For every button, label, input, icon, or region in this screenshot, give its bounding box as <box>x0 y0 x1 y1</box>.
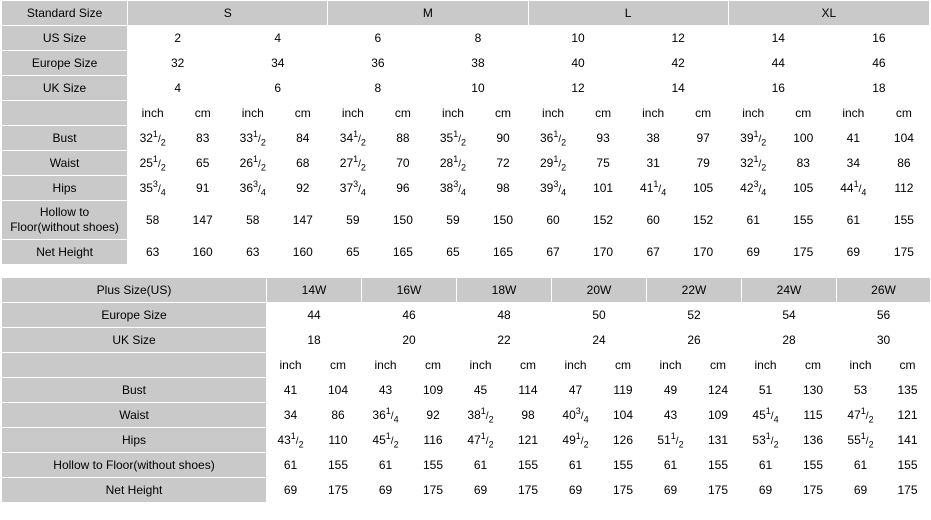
table-row-uk-size <box>2 328 931 353</box>
table-row-units <box>2 101 930 126</box>
unit-cell: cm <box>695 353 742 378</box>
measurement-cell: 175 <box>505 478 552 503</box>
measurement-cell: 155 <box>885 453 931 478</box>
measurement-cell: 63 <box>128 240 178 265</box>
plus-size-body <box>2 278 931 503</box>
measurement-cell: $45^1/_4$ <box>742 403 790 428</box>
table-row-us-size <box>2 26 930 51</box>
table-row-measurement <box>2 151 930 176</box>
uk-size-value: 8 <box>328 76 428 101</box>
measurement-cell: $36^1/_2$ <box>528 126 578 151</box>
uk-size-value: 26 <box>647 328 742 353</box>
plus-size-header-20w: 20W <box>552 278 647 303</box>
table-row-measurement <box>2 201 930 240</box>
measurement-cell: 175 <box>885 478 931 503</box>
table-row-units <box>2 353 931 378</box>
measurement-cell: 69 <box>828 240 878 265</box>
europe-size-value: 50 <box>552 303 647 328</box>
us-size-value: 16 <box>828 26 929 51</box>
measurement-cell: 165 <box>378 240 428 265</box>
measurement-cell: 170 <box>578 240 628 265</box>
measurement-cell: 72 <box>478 151 528 176</box>
unit-cell: cm <box>278 101 328 126</box>
measurement-cell: $32^1/_2$ <box>128 126 178 151</box>
measurement-cell: 175 <box>778 240 828 265</box>
measurement-cell: $39^3/_4$ <box>528 176 578 201</box>
measurement-cell: $55^1/_2$ <box>837 428 885 453</box>
us-size-value: 12 <box>628 26 728 51</box>
unit-cell: cm <box>790 353 837 378</box>
uk-size-value: 12 <box>528 76 628 101</box>
unit-cell: inch <box>428 101 478 126</box>
europe-size-value: 46 <box>362 303 457 328</box>
measurement-cell: 59 <box>328 201 378 240</box>
europe-size-value: 44 <box>267 303 362 328</box>
europe-size-value: 56 <box>837 303 931 328</box>
plus-size-header-14w: 14W <box>267 278 362 303</box>
measurement-cell: 100 <box>778 126 828 151</box>
measurement-cell: 155 <box>878 201 929 240</box>
measurement-cell: $36^1/_4$ <box>362 403 410 428</box>
size-header-l: L <box>528 1 728 26</box>
measurement-cell: 67 <box>628 240 678 265</box>
row-label-net-height: Net Height <box>2 478 267 503</box>
measurement-cell: 150 <box>378 201 428 240</box>
row-label-bust: Bust <box>2 126 128 151</box>
us-size-value: 8 <box>428 26 528 51</box>
measurement-cell: $26^1/_2$ <box>228 151 278 176</box>
europe-size-value: 42 <box>628 51 728 76</box>
unit-cell: cm <box>778 101 828 126</box>
measurement-cell: 86 <box>878 151 929 176</box>
unit-cell: cm <box>178 101 228 126</box>
unit-cell: cm <box>678 101 728 126</box>
row-label-bust: Bust <box>2 378 267 403</box>
row-label-waist: Waist <box>2 151 128 176</box>
measurement-cell: 105 <box>778 176 828 201</box>
measurement-cell: 130 <box>790 378 837 403</box>
measurement-cell: 135 <box>885 378 931 403</box>
unit-cell: cm <box>578 101 628 126</box>
measurement-cell: 31 <box>628 151 678 176</box>
size-header-m: M <box>328 1 528 26</box>
europe-size-value: 48 <box>457 303 552 328</box>
unit-cell: inch <box>728 101 778 126</box>
row-label-hips: Hips <box>2 428 267 453</box>
measurement-cell: 136 <box>790 428 837 453</box>
measurement-cell: 152 <box>678 201 728 240</box>
uk-size-value: 4 <box>128 76 228 101</box>
plus-size-header-16w: 16W <box>362 278 457 303</box>
us-size-value: 2 <box>128 26 228 51</box>
table-row-measurement <box>2 378 931 403</box>
measurement-cell: 38 <box>628 126 678 151</box>
measurement-cell: 61 <box>552 453 600 478</box>
unit-cell: inch <box>742 353 790 378</box>
measurement-cell: $49^1/_2$ <box>552 428 600 453</box>
measurement-cell: 61 <box>828 201 878 240</box>
measurement-cell: 98 <box>478 176 528 201</box>
standard-size-body <box>2 1 930 265</box>
table-row-measurement <box>2 403 931 428</box>
measurement-cell: $47^1/_2$ <box>837 403 885 428</box>
measurement-cell: 43 <box>647 403 695 428</box>
measurement-cell: 69 <box>837 478 885 503</box>
measurement-cell: $45^1/_2$ <box>362 428 410 453</box>
measurement-cell: 49 <box>647 378 695 403</box>
europe-size-value: 40 <box>528 51 628 76</box>
plus-size-table <box>1 277 931 503</box>
measurement-cell: 69 <box>728 240 778 265</box>
table-row-measurement <box>2 240 930 265</box>
measurement-cell: 104 <box>878 126 929 151</box>
size-header-s: S <box>128 1 328 26</box>
measurement-cell: 61 <box>837 453 885 478</box>
measurement-cell: 175 <box>315 478 362 503</box>
row-label-waist: Waist <box>2 403 267 428</box>
measurement-cell: 70 <box>378 151 428 176</box>
measurement-cell: 155 <box>695 453 742 478</box>
measurement-cell: $25^1/_2$ <box>128 151 178 176</box>
us-size-value: 6 <box>328 26 428 51</box>
row-label-standard-size: Standard Size <box>2 1 128 26</box>
measurement-cell: 59 <box>428 201 478 240</box>
measurement-cell: 69 <box>457 478 505 503</box>
row-label-units <box>2 101 128 126</box>
measurement-cell: 61 <box>742 453 790 478</box>
table-row-europe-size <box>2 303 931 328</box>
measurement-cell: $40^3/_4$ <box>552 403 600 428</box>
measurement-cell: $36^3/_4$ <box>228 176 278 201</box>
measurement-cell: 34 <box>828 151 878 176</box>
uk-size-value: 18 <box>267 328 362 353</box>
row-label-uk-size: UK Size <box>2 328 267 353</box>
us-size-value: 4 <box>228 26 328 51</box>
measurement-cell: 84 <box>278 126 328 151</box>
measurement-cell: $33^1/_2$ <box>228 126 278 151</box>
uk-size-value: 28 <box>742 328 837 353</box>
measurement-cell: 83 <box>778 151 828 176</box>
europe-size-value: 32 <box>128 51 228 76</box>
unit-cell: inch <box>628 101 678 126</box>
unit-cell: cm <box>378 101 428 126</box>
measurement-cell: 34 <box>267 403 315 428</box>
measurement-cell: 92 <box>410 403 457 428</box>
measurement-cell: 147 <box>178 201 228 240</box>
measurement-cell: 160 <box>278 240 328 265</box>
measurement-cell: 86 <box>315 403 362 428</box>
row-label-hollow-to-floor-without-shoes: Hollow to Floor(without shoes) <box>2 453 267 478</box>
measurement-cell: 147 <box>278 201 328 240</box>
measurement-cell: 58 <box>228 201 278 240</box>
measurement-cell: 126 <box>600 428 647 453</box>
table-row-europe-size <box>2 51 930 76</box>
measurement-cell: 155 <box>600 453 647 478</box>
measurement-cell: $38^3/_4$ <box>428 176 478 201</box>
measurement-cell: 58 <box>128 201 178 240</box>
unit-cell: inch <box>837 353 885 378</box>
measurement-cell: 112 <box>878 176 929 201</box>
row-label-europe-size: Europe Size <box>2 51 128 76</box>
row-label-europe-size: Europe Size <box>2 303 267 328</box>
measurement-cell: 93 <box>578 126 628 151</box>
measurement-cell: 175 <box>695 478 742 503</box>
measurement-cell: 96 <box>378 176 428 201</box>
measurement-cell: 131 <box>695 428 742 453</box>
unit-cell: cm <box>885 353 931 378</box>
measurement-cell: 104 <box>315 378 362 403</box>
measurement-cell: 67 <box>528 240 578 265</box>
plus-size-header-22w: 22W <box>647 278 742 303</box>
unit-cell: inch <box>328 101 378 126</box>
europe-size-value: 52 <box>647 303 742 328</box>
measurement-cell: 114 <box>505 378 552 403</box>
uk-size-value: 6 <box>228 76 328 101</box>
uk-size-value: 22 <box>457 328 552 353</box>
unit-cell: inch <box>828 101 878 126</box>
measurement-cell: 88 <box>378 126 428 151</box>
measurement-cell: $43^1/_2$ <box>267 428 315 453</box>
unit-cell: inch <box>528 101 578 126</box>
measurement-cell: $35^1/_2$ <box>428 126 478 151</box>
measurement-cell: $39^1/_2$ <box>728 126 778 151</box>
measurement-cell: 47 <box>552 378 600 403</box>
row-label-hips: Hips <box>2 176 128 201</box>
measurement-cell: 53 <box>837 378 885 403</box>
row-label-plus-size: Plus Size(US) <box>2 278 267 303</box>
us-size-value: 10 <box>528 26 628 51</box>
uk-size-value: 20 <box>362 328 457 353</box>
measurement-cell: 155 <box>410 453 457 478</box>
measurement-cell: 98 <box>505 403 552 428</box>
measurement-cell: 69 <box>742 478 790 503</box>
measurement-cell: 175 <box>878 240 929 265</box>
row-label-us-size: US Size <box>2 26 128 51</box>
us-size-value: 14 <box>728 26 828 51</box>
measurement-cell: 65 <box>328 240 378 265</box>
table-row-standard-size <box>2 1 930 26</box>
plus-size-header-26w: 26W <box>837 278 931 303</box>
uk-size-value: 18 <box>828 76 929 101</box>
unit-cell: cm <box>600 353 647 378</box>
measurement-cell: 101 <box>578 176 628 201</box>
uk-size-value: 10 <box>428 76 528 101</box>
measurement-cell: $47^1/_2$ <box>457 428 505 453</box>
row-label-units <box>2 353 267 378</box>
measurement-cell: $44^1/_4$ <box>828 176 878 201</box>
measurement-cell: $27^1/_2$ <box>328 151 378 176</box>
measurement-cell: 51 <box>742 378 790 403</box>
row-label-uk-size: UK Size <box>2 76 128 101</box>
measurement-cell: 104 <box>600 403 647 428</box>
measurement-cell: 105 <box>678 176 728 201</box>
size-header-xl: XL <box>728 1 929 26</box>
europe-size-value: 44 <box>728 51 828 76</box>
measurement-cell: 43 <box>362 378 410 403</box>
unit-cell: cm <box>410 353 457 378</box>
unit-cell: cm <box>505 353 552 378</box>
table-row-plus-size <box>2 278 931 303</box>
measurement-cell: 41 <box>267 378 315 403</box>
table-row-measurement <box>2 126 930 151</box>
measurement-cell: 65 <box>428 240 478 265</box>
measurement-cell: $37^3/_4$ <box>328 176 378 201</box>
measurement-cell: 160 <box>178 240 228 265</box>
row-label-hollow-to-floor-without-shoes: Hollow to Floor(without shoes) <box>2 201 128 240</box>
measurement-cell: 61 <box>362 453 410 478</box>
measurement-cell: $42^3/_4$ <box>728 176 778 201</box>
measurement-cell: 175 <box>600 478 647 503</box>
unit-cell: inch <box>362 353 410 378</box>
measurement-cell: 110 <box>315 428 362 453</box>
measurement-cell: 61 <box>267 453 315 478</box>
plus-size-header-24w: 24W <box>742 278 837 303</box>
measurement-cell: 69 <box>552 478 600 503</box>
uk-size-value: 16 <box>728 76 828 101</box>
measurement-cell: 75 <box>578 151 628 176</box>
measurement-cell: 155 <box>315 453 362 478</box>
unit-cell: cm <box>878 101 929 126</box>
measurement-cell: 109 <box>695 403 742 428</box>
table-row-measurement <box>2 478 931 503</box>
row-label-net-height: Net Height <box>2 240 128 265</box>
europe-size-value: 34 <box>228 51 328 76</box>
measurement-cell: 61 <box>647 453 695 478</box>
measurement-cell: $28^1/_2$ <box>428 151 478 176</box>
measurement-cell: 121 <box>885 403 931 428</box>
table-row-measurement <box>2 176 930 201</box>
measurement-cell: 175 <box>790 478 837 503</box>
measurement-cell: 68 <box>278 151 328 176</box>
europe-size-value: 38 <box>428 51 528 76</box>
uk-size-value: 30 <box>837 328 931 353</box>
measurement-cell: $34^1/_2$ <box>328 126 378 151</box>
measurement-cell: 61 <box>728 201 778 240</box>
measurement-cell: 155 <box>790 453 837 478</box>
measurement-cell: 119 <box>600 378 647 403</box>
unit-cell: inch <box>647 353 695 378</box>
measurement-cell: 109 <box>410 378 457 403</box>
unit-cell: inch <box>128 101 178 126</box>
standard-size-table <box>1 0 930 265</box>
table-row-measurement <box>2 453 931 478</box>
plus-size-header-18w: 18W <box>457 278 552 303</box>
measurement-cell: 121 <box>505 428 552 453</box>
measurement-cell: $38^1/_2$ <box>457 403 505 428</box>
measurement-cell: $53^1/_2$ <box>742 428 790 453</box>
unit-cell: inch <box>552 353 600 378</box>
uk-size-value: 24 <box>552 328 647 353</box>
measurement-cell: $41^1/_4$ <box>628 176 678 201</box>
measurement-cell: 69 <box>362 478 410 503</box>
measurement-cell: 155 <box>505 453 552 478</box>
unit-cell: inch <box>457 353 505 378</box>
europe-size-value: 54 <box>742 303 837 328</box>
measurement-cell: 41 <box>828 126 878 151</box>
measurement-cell: 91 <box>178 176 228 201</box>
measurement-cell: 79 <box>678 151 728 176</box>
measurement-cell: 90 <box>478 126 528 151</box>
measurement-cell: $32^1/_2$ <box>728 151 778 176</box>
measurement-cell: $35^3/_4$ <box>128 176 178 201</box>
measurement-cell: 61 <box>457 453 505 478</box>
measurement-cell: 155 <box>778 201 828 240</box>
measurement-cell: 45 <box>457 378 505 403</box>
measurement-cell: 116 <box>410 428 457 453</box>
measurement-cell: 60 <box>628 201 678 240</box>
measurement-cell: 60 <box>528 201 578 240</box>
table-row-uk-size <box>2 76 930 101</box>
measurement-cell: 69 <box>647 478 695 503</box>
measurement-cell: 165 <box>478 240 528 265</box>
measurement-cell: 63 <box>228 240 278 265</box>
measurement-cell: 170 <box>678 240 728 265</box>
measurement-cell: 152 <box>578 201 628 240</box>
uk-size-value: 14 <box>628 76 728 101</box>
measurement-cell: 83 <box>178 126 228 151</box>
measurement-cell: 92 <box>278 176 328 201</box>
unit-cell: inch <box>267 353 315 378</box>
europe-size-value: 36 <box>328 51 428 76</box>
table-row-measurement <box>2 428 931 453</box>
europe-size-value: 46 <box>828 51 929 76</box>
measurement-cell: 175 <box>410 478 457 503</box>
measurement-cell: $29^1/_2$ <box>528 151 578 176</box>
unit-cell: cm <box>478 101 528 126</box>
measurement-cell: 124 <box>695 378 742 403</box>
measurement-cell: 65 <box>178 151 228 176</box>
measurement-cell: 150 <box>478 201 528 240</box>
measurement-cell: $51^1/_2$ <box>647 428 695 453</box>
unit-cell: inch <box>228 101 278 126</box>
unit-cell: cm <box>315 353 362 378</box>
measurement-cell: 97 <box>678 126 728 151</box>
measurement-cell: 69 <box>267 478 315 503</box>
measurement-cell: 141 <box>885 428 931 453</box>
measurement-cell: 115 <box>790 403 837 428</box>
